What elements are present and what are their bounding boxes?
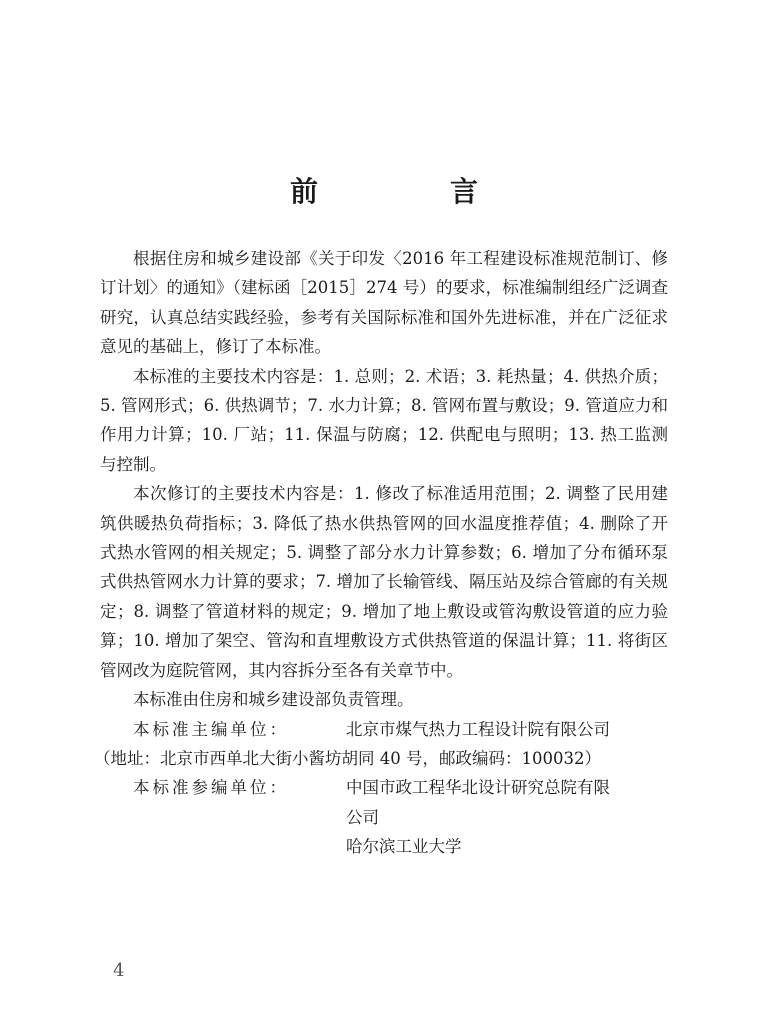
participants-label: 本标准参编单位： (133, 778, 289, 798)
participant-unit-1: 中国市政工程华北设计研究总院有限 (346, 778, 610, 798)
chief-editor-name: 北京市煤气热力工程设计院有限公司 (346, 719, 610, 739)
page-number: 4 (113, 960, 125, 981)
paragraph-main-content: 本标准的主要技术内容是：1. 总则；2. 术语；3. 耗热量；4. 供热介质；5. 管网形式；6. 供热调节；7. 水力计算；8. 管网布置与敷设；9. 管道应力和作用力计算；10. 厂站；11. 保温与防腐；12. 供配电与照明；13. 热工监测与控制。 (100, 366, 668, 474)
page-title: 前 言 (289, 175, 530, 208)
paragraph-basis: 根据住房和城乡建设部《关于印发〈2016 年工程建设标准规范制订、修订计划〉的通知》（建标函［2015］274 号）的要求，标准编制组经广泛调查研究，认真总结实践经验，参考有关国际标准和国外先进标准，并在广泛征求意见的基础上，修订了本标准。 (100, 249, 668, 357)
participants-block (100, 773, 668, 861)
paragraph-management: 本标准由住房和城乡建设部负责管理。 (133, 690, 414, 710)
paragraph-revision-content: 本次修订的主要技术内容是：1. 修改了标准适用范围；2. 调整了民用建筑供暖热负荷指标；3. 降低了热水供热管网的回水温度推荐值；4. 删除了开式热水管网的相关规定；5. 调整了部分水力计算参数；6. 增加了分布循环泵式供热管网水力计算的要求；7. 增加了长输管线、隔压站及综合管廊的有关规定；8. 调整了管道材料的规定；9. 增加了地上敷设或管沟敷设管道的应力验算；10. 增加了架空、管沟和直埋敷设方式供热管道的保温计算；11. 将街区管网改为庭院管网，其内容拆分至各有关章节中。 (100, 484, 668, 680)
participant-unit-1-continuation: 公司 (346, 807, 379, 827)
participant-unit-2: 哈尔滨工业大学 (346, 837, 462, 857)
chief-editor-address: （地址：北京市西单北大街小酱坊胡同 40 号，邮政编码：100032） (94, 748, 601, 768)
chief-editor-block (94, 715, 668, 774)
preface-body (94, 244, 668, 862)
chief-editor-label: 本标准主编单位： (133, 719, 289, 739)
